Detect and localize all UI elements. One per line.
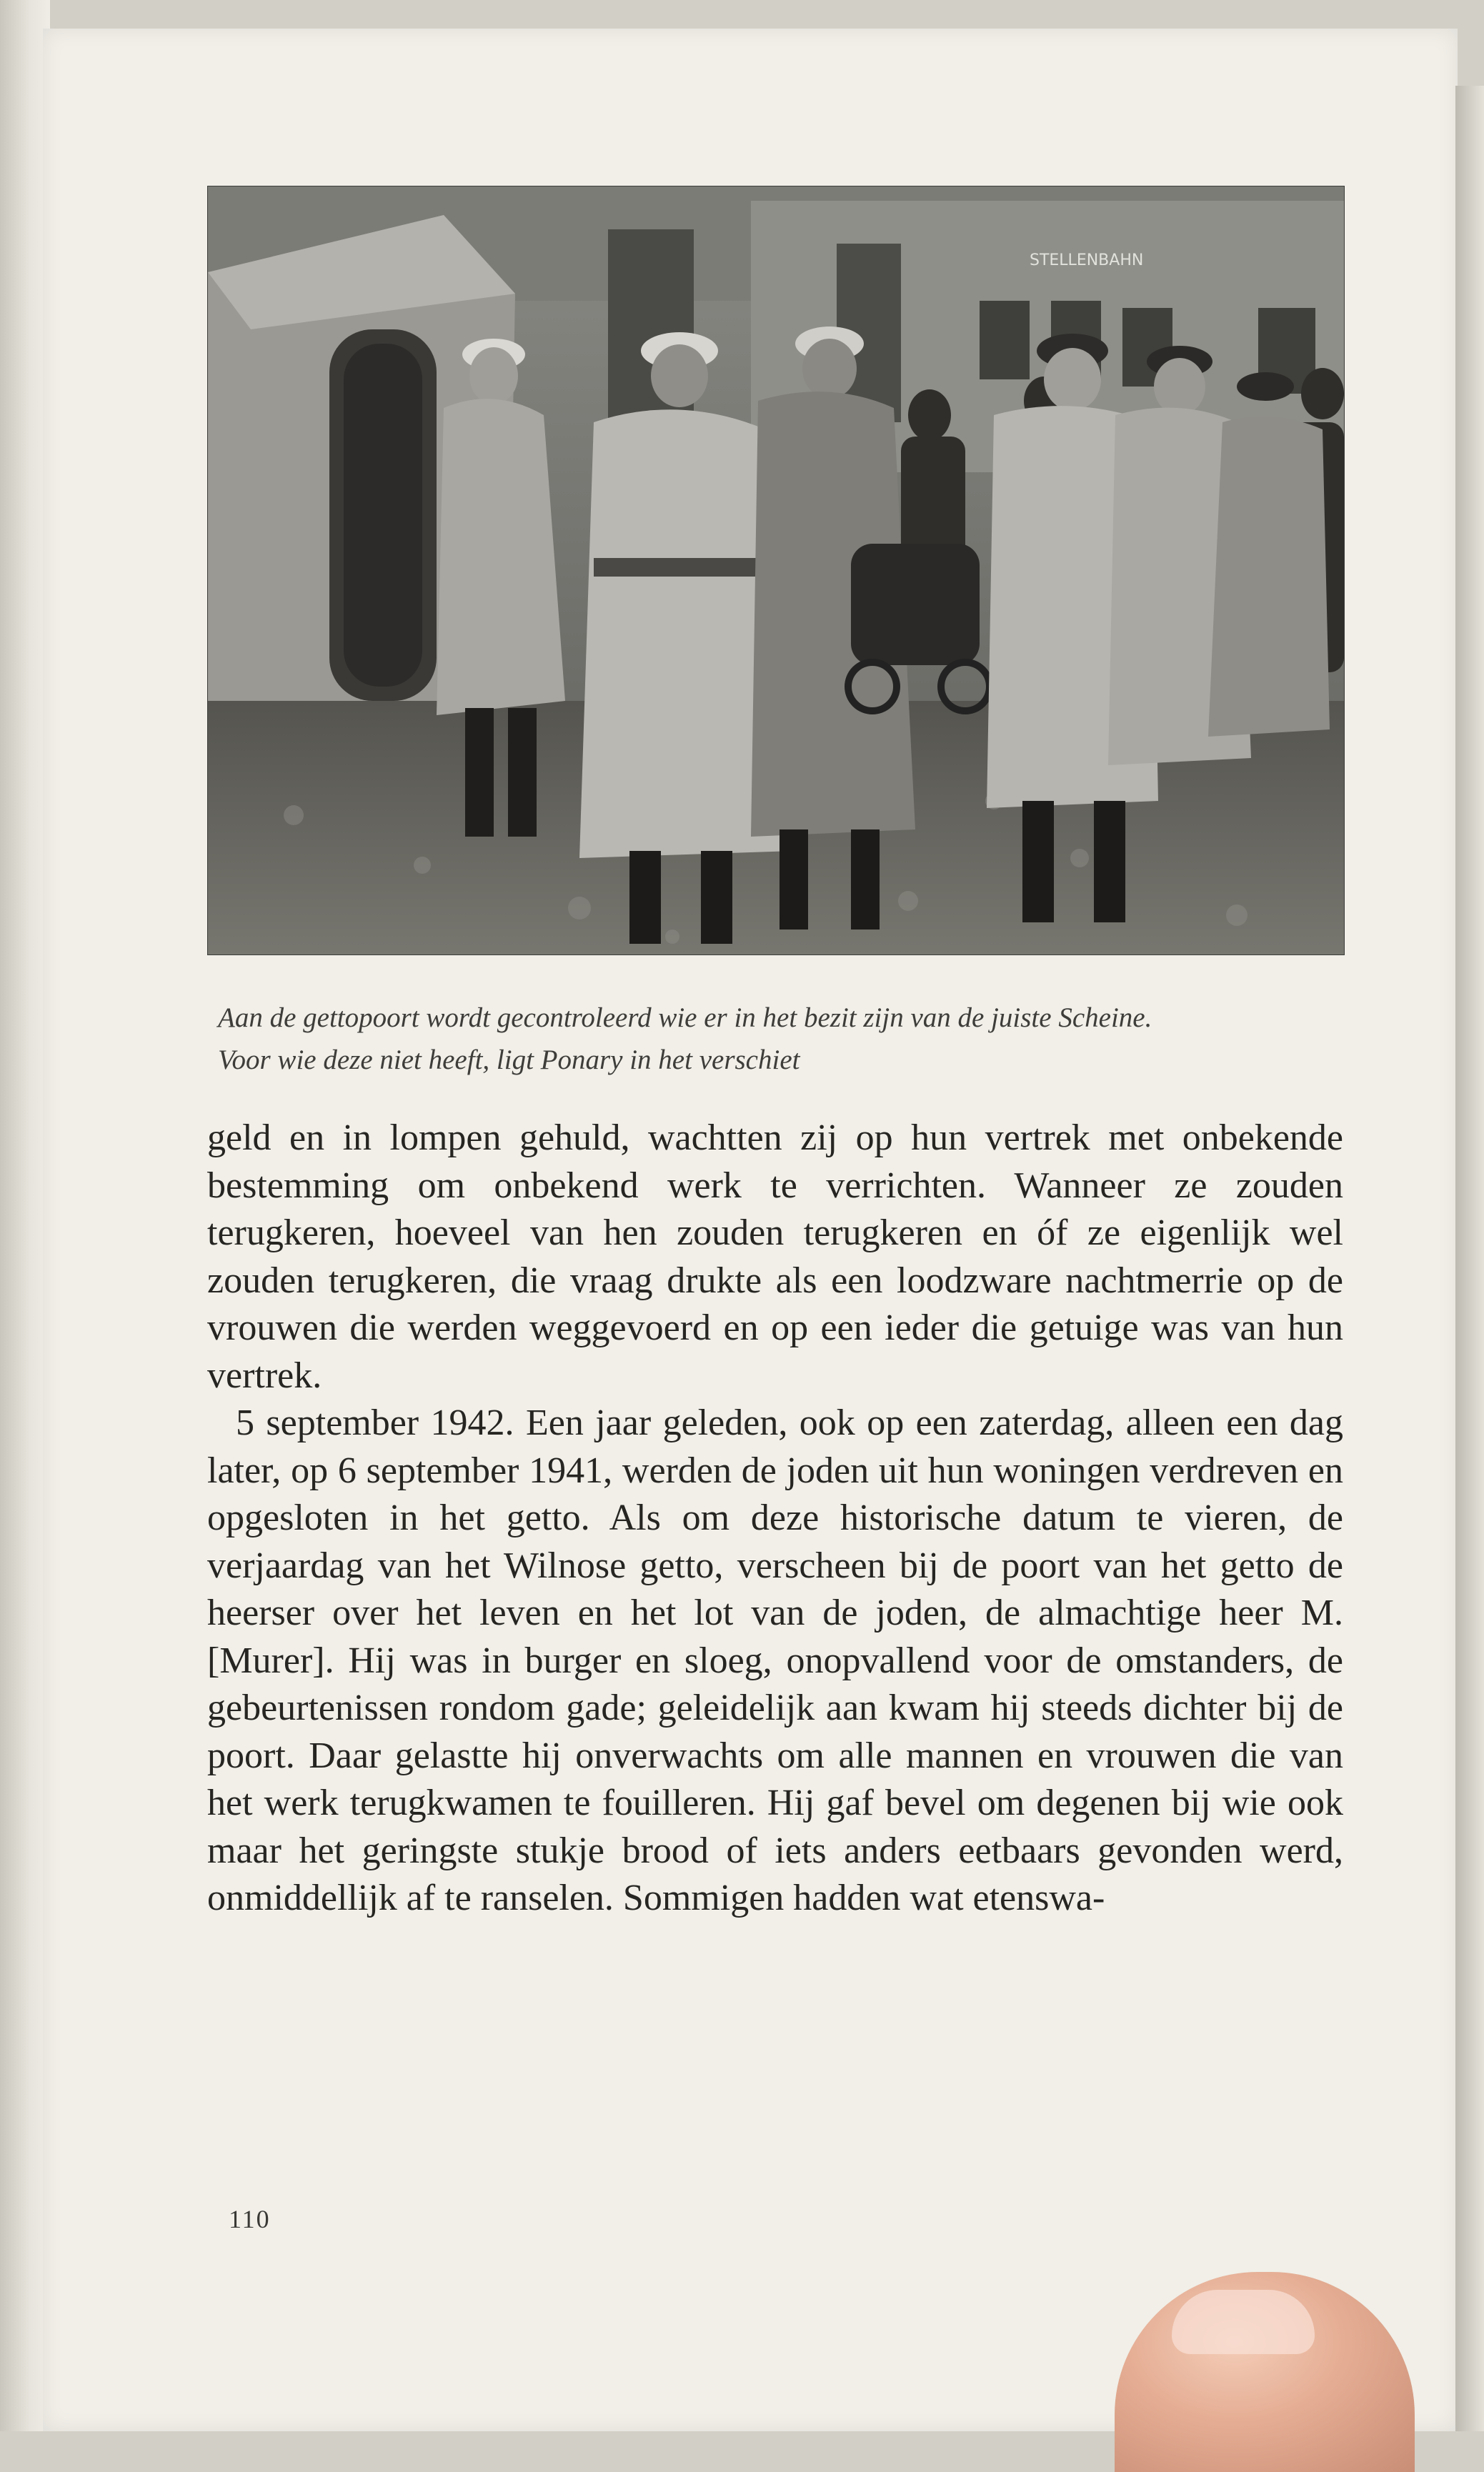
photo-illustration — [208, 186, 1344, 955]
paragraph-1: geld en in lompen gehuld, wachtten zij op hun vertrek met onbekende bestemming om onbekend werk te verrichten. Wanneer ze zouden terugkeren, hoeveel van hen zouden terugkeren en óf ze eigenlijk wel zouden terugkeren, die vraag drukte als een loodzware nachtmerrie op de vrouwen die werden weggevoerd en op een ieder die getuige was van hun vertrek. — [207, 1117, 1343, 1396]
paragraph-2: 5 september 1942. Een jaar geleden, ook op een zaterdag, alleen een dag later, op 6 september 1941, werden de joden uit hun woningen verdreven en opgesloten in het getto. Als om deze historische datum te vieren, de verjaardag van het Wilnose getto, verscheen bij de poort van het getto de heerser over het leven en het lot van de joden, de almachtige heer M. [Murer]. Hij was in burger en sloeg, onopvallend voor de omstanders, de gebeurtenissen rondom gade; geleidelijk aan kwam hij steeds dichter bij de poort. Daar gelastte hij onverwachts om alle mannen en vrouwen die van het werk terugkwamen te fouilleren. Hij gaf bevel om degenen bij wie ook maar het geringste stukje brood of iets anders eetbaars gevonden werd, onmiddellijk af te ranselen. Sommigen hadden wat etenswa- — [207, 1402, 1343, 1918]
thumb-nail — [1172, 2290, 1315, 2354]
ghetto-gate-photo — [207, 186, 1345, 955]
body-text — [207, 1115, 1343, 1923]
caption-line-2: Voor wie deze niet heeft, ligt Ponary in het verschiet — [218, 1045, 800, 1075]
page-number: 110 — [229, 2205, 271, 2233]
facing-page-edge — [1455, 86, 1484, 2431]
caption-line-1: Aan de gettopoort wordt gecontroleerd wie er in het bezit zijn van de juiste Scheine. — [218, 1002, 1152, 1033]
building-sign: STELLENBAHN — [1030, 251, 1144, 269]
photo-caption — [218, 997, 1347, 1081]
